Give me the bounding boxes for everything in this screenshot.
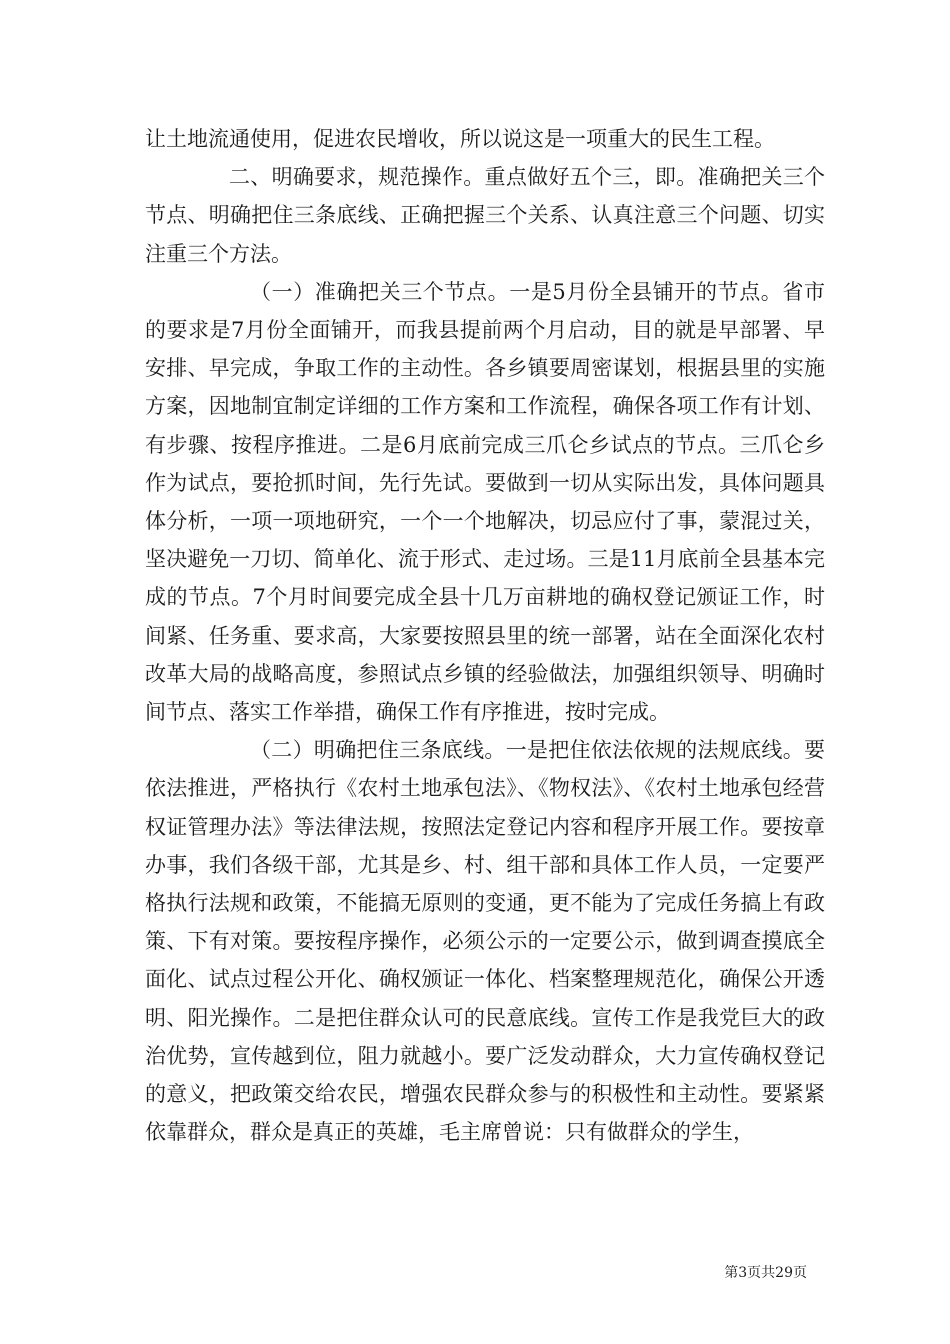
paragraph-continuation: 让土地流通使用，促进农民增收，所以说这是一项重大的民生工程。: [145, 127, 775, 151]
page-number-footer: 第3页共29页: [724, 1265, 807, 1281]
paragraph-subsection-two: （二）明确把住三条底线。一是把住依法依规的法规底线。要依法推进，严格执行《农村土地承包法》、《物权法》、《农村土地承包经营权证管理办法》等法律法规，按照法定登记内容和程序开展工作。要按章办事，我们各级干部，尤其是乡、村、组干部和具体工作人员，一定要严格执行法规和政策，不能搞无原则的变通，更不能为了完成任务搞上有政策、下有对策。要按程序操作，必须公示的一定要公示，做到调查摸底全面化、试点过程公开化、确权颁证一体化、档案整理规范化，确保公开透明、阳光操作。二是把住群众认可的民意底线。宣传工作是我党巨大的政治优势，宣传越到位，阻力就越小。要广泛发动群众，大力宣传确权登记的意义，把政策交给农民，增强农民群众参与的积极性和主动性。要紧紧依靠群众，群众是真正的英雄，毛主席曾说：只有做群众的学生，: [145, 738, 825, 1145]
paragraph-subsection-one: （一）准确把关三个节点。一是5月份全县铺开的节点。省市的要求是7月份全面铺开，而我县提前两个月启动，目的就是早部署、早安排、早完成，争取工作的主动性。各乡镇要周密谋划，根据县里的实施方案，因地制宜制定详细的工作方案和工作流程，确保各项工作有计划、有步骤、按程序推进。二是6月底前完成三爪仑乡试点的节点。三爪仑乡作为试点，要抢抓时间，先行先试。要做到一切从实际出发，具体问题具体分析，一项一项地研究，一个一个地解决，切忌应付了事，蒙混过关，坚决避免一刀切、简单化、流于形式、走过场。三是11月底前全县基本完成的节点。7个月时间要完成全县十几万亩耕地的确权登记颁证工作，时间紧、任务重、要求高，大家要按照县里的统一部署，站在全面深化农村改革大局的战略高度，参照试点乡镇的经验做法，加强组织领导、明确时间节点、落实工作举措，确保工作有序推进，按时完成。: [145, 279, 825, 725]
paragraph-section-two: 二、明确要求，规范操作。重点做好五个三，即。准确把关三个节点、明确把住三条底线、正确把握三个关系、认真注意三个问题、切实注重三个方法。: [145, 165, 825, 266]
document-body: [145, 120, 825, 1151]
